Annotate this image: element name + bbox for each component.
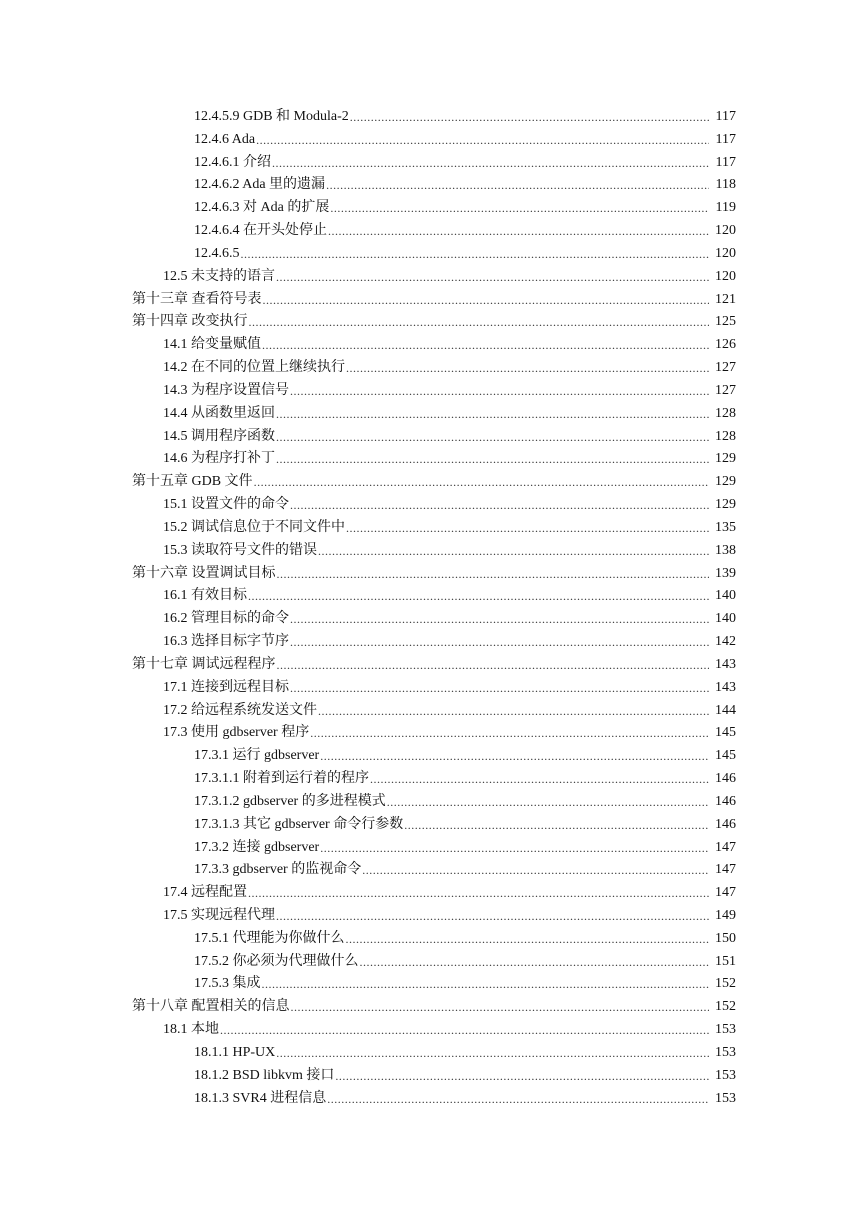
toc-dot-leader <box>350 106 709 129</box>
toc-dot-leader <box>262 973 710 996</box>
toc-entry[interactable] <box>0 1088 868 1111</box>
toc-entry[interactable] <box>0 403 868 426</box>
toc-entry-title: 14.1 给变量赋值 <box>163 337 261 353</box>
toc-entry-title: 12.4.6.1 介绍 <box>194 154 271 170</box>
toc-entry-page-number: 140 <box>715 611 736 627</box>
toc-entry-page-number: 153 <box>715 1022 736 1038</box>
toc-dot-leader <box>248 585 709 608</box>
toc-dot-leader <box>346 928 710 951</box>
toc-entry-title: 15.3 读取符号文件的错误 <box>163 542 317 558</box>
toc-entry-page-number: 117 <box>715 131 736 147</box>
toc-entry-title: 17.3.3 gdbserver 的监视命令 <box>194 862 362 878</box>
toc-dot-leader <box>335 1065 709 1088</box>
toc-entry-page-number: 144 <box>715 702 736 718</box>
toc-entry-title: 14.4 从函数里返回 <box>163 405 275 421</box>
toc-entry-title: 16.3 选择目标字节序 <box>163 634 289 650</box>
toc-dot-leader <box>328 220 709 243</box>
toc-dot-leader <box>362 859 709 882</box>
toc-entry[interactable] <box>0 494 868 517</box>
toc-entry-title: 17.1 连接到远程目标 <box>163 679 289 695</box>
toc-entry-page-number: 126 <box>715 337 736 353</box>
toc-entry[interactable] <box>0 768 868 791</box>
toc-entry-page-number: 129 <box>715 497 736 513</box>
toc-entry[interactable] <box>0 106 868 129</box>
toc-entry[interactable] <box>0 448 868 471</box>
toc-dot-leader <box>277 654 710 677</box>
toc-entry-page-number: 129 <box>715 451 736 467</box>
toc-dot-leader <box>272 152 709 175</box>
toc-entry[interactable] <box>0 882 868 905</box>
toc-entry[interactable] <box>0 220 868 243</box>
toc-dot-leader <box>318 540 709 563</box>
toc-entry-title: 15.1 设置文件的命令 <box>163 497 289 513</box>
toc-entry[interactable] <box>0 563 868 586</box>
toc-dot-leader <box>249 311 710 334</box>
toc-entry[interactable] <box>0 608 868 631</box>
toc-entry-title: 16.1 有效目标 <box>163 588 247 604</box>
toc-dot-leader <box>248 882 709 905</box>
toc-entry[interactable] <box>0 677 868 700</box>
toc-entry-page-number: 117 <box>715 154 736 170</box>
toc-entry-title: 17.5.2 你必须为代理做什么 <box>194 953 359 969</box>
toc-entry-page-number: 127 <box>715 360 736 376</box>
toc-entry-page-number: 151 <box>715 953 736 969</box>
toc-entry-page-number: 143 <box>715 679 736 695</box>
toc-dot-leader <box>310 722 709 745</box>
toc-entry[interactable] <box>0 1042 868 1065</box>
toc-entry-page-number: 128 <box>715 405 736 421</box>
toc-entry-title: 17.3.1.3 其它 gdbserver 命令行参数 <box>194 816 404 832</box>
toc-entry-title: 12.4.6 Ada <box>194 131 256 147</box>
toc-entry-title: 17.5.1 代理能为你做什么 <box>194 930 345 946</box>
toc-dot-leader <box>327 1088 709 1111</box>
toc-entry-page-number: 147 <box>715 839 736 855</box>
toc-entry-page-number: 147 <box>715 885 736 901</box>
toc-entry-title: 第十六章 设置调试目标 <box>132 565 276 581</box>
toc-entry[interactable] <box>0 585 868 608</box>
toc-entry-page-number: 145 <box>715 725 736 741</box>
toc-dot-leader <box>360 951 710 974</box>
toc-entry[interactable] <box>0 311 868 334</box>
toc-dot-leader <box>291 996 710 1019</box>
toc-dot-leader <box>404 814 709 837</box>
toc-entry-page-number: 119 <box>715 200 736 216</box>
toc-dot-leader <box>346 517 709 540</box>
toc-entry-title: 12.4.6.2 Ada 里的遗漏 <box>194 177 326 193</box>
toc-entry-page-number: 145 <box>715 748 736 764</box>
toc-entry-title: 18.1.3 SVR4 进程信息 <box>194 1090 327 1106</box>
toc-entry-title: 12.5 未支持的语言 <box>163 268 275 284</box>
toc-entry[interactable] <box>0 837 868 860</box>
toc-entry[interactable] <box>0 174 868 197</box>
toc-entry[interactable] <box>0 928 868 951</box>
toc-entry[interactable] <box>0 129 868 152</box>
toc-entry-page-number: 153 <box>715 1090 736 1106</box>
toc-dot-leader <box>290 608 709 631</box>
toc-entry[interactable] <box>0 426 868 449</box>
toc-entry[interactable] <box>0 289 868 312</box>
toc-entry-title: 14.6 为程序打补丁 <box>163 451 275 467</box>
toc-entry-page-number: 152 <box>715 999 736 1015</box>
toc-entry-page-number: 129 <box>715 474 736 490</box>
toc-entry[interactable] <box>0 745 868 768</box>
toc-dot-leader <box>330 197 709 220</box>
toc-entry-page-number: 147 <box>715 862 736 878</box>
toc-entry-title: 12.4.6.3 对 Ada 的扩展 <box>194 200 330 216</box>
toc-entry-page-number: 128 <box>715 428 736 444</box>
toc-entry-title: 第十七章 调试远程程序 <box>132 656 276 672</box>
toc-entry-title: 17.2 给远程系统发送文件 <box>163 702 317 718</box>
toc-entry-title: 第十五章 GDB 文件 <box>132 474 253 490</box>
toc-dot-leader <box>387 791 709 814</box>
toc-dot-leader <box>276 905 709 928</box>
toc-entry[interactable] <box>0 1065 868 1088</box>
toc-entry-title: 14.3 为程序设置信号 <box>163 382 289 398</box>
toc-entry[interactable] <box>0 517 868 540</box>
toc-entry-title: 17.3.1.1 附着到运行着的程序 <box>194 771 369 787</box>
toc-entry-page-number: 149 <box>715 907 736 923</box>
toc-entry[interactable] <box>0 996 868 1019</box>
toc-entry[interactable] <box>0 152 868 175</box>
toc-entry-title: 18.1.2 BSD libkvm 接口 <box>194 1067 335 1083</box>
toc-entry[interactable] <box>0 266 868 289</box>
toc-entry-title: 12.4.5.9 GDB 和 Modula-2 <box>194 109 349 124</box>
toc-entry-page-number: 146 <box>715 793 736 809</box>
toc-entry-title: 17.4 远程配置 <box>163 885 247 901</box>
toc-entry-title: 18.1 本地 <box>163 1022 219 1038</box>
toc-dot-leader <box>277 563 710 586</box>
toc-dot-leader <box>320 745 709 768</box>
toc-entry-page-number: 153 <box>715 1067 736 1083</box>
toc-entry-title: 第十三章 查看符号表 <box>132 291 262 307</box>
toc-entry[interactable] <box>0 357 868 380</box>
toc-entry-title: 12.4.6.5 <box>194 245 240 261</box>
toc-dot-leader <box>346 357 709 380</box>
toc-entry-page-number: 121 <box>715 291 736 307</box>
toc-entry-title: 14.2 在不同的位置上继续执行 <box>163 360 345 376</box>
toc-entry-page-number: 150 <box>715 930 736 946</box>
toc-entry[interactable] <box>0 859 868 882</box>
toc-entry-page-number: 146 <box>715 816 736 832</box>
toc-entry-title: 17.5.3 集成 <box>194 976 261 992</box>
toc-entry-page-number: 118 <box>715 177 736 193</box>
toc-entry-title: 17.3 使用 gdbserver 程序 <box>163 725 310 741</box>
toc-entry-title: 第十八章 配置相关的信息 <box>132 999 290 1015</box>
toc-entry-page-number: 138 <box>715 542 736 558</box>
toc-entry-page-number: 140 <box>715 588 736 604</box>
toc-entry-title: 15.2 调试信息位于不同文件中 <box>163 519 345 535</box>
toc-entry-title: 17.3.1.2 gdbserver 的多进程模式 <box>194 793 386 809</box>
toc-entry[interactable] <box>0 951 868 974</box>
toc-entry[interactable] <box>0 334 868 357</box>
toc-entry-page-number: 153 <box>715 1044 736 1060</box>
toc-dot-leader <box>290 494 709 517</box>
toc-dot-leader <box>256 129 709 152</box>
toc-entry-page-number: 120 <box>715 245 736 261</box>
toc-dot-leader <box>318 700 709 723</box>
toc-entry-page-number: 120 <box>715 268 736 284</box>
toc-entry[interactable] <box>0 905 868 928</box>
toc-dot-leader <box>370 768 709 791</box>
toc-entry-page-number: 139 <box>715 565 736 581</box>
toc-entry[interactable] <box>0 700 868 723</box>
toc-entry-title: 17.5 实现远程代理 <box>163 907 275 923</box>
toc-entry-page-number: 135 <box>715 519 736 535</box>
toc-dot-leader <box>276 266 709 289</box>
toc-entry-page-number: 125 <box>715 314 736 330</box>
toc-dot-leader <box>241 243 710 266</box>
toc-dot-leader <box>276 403 709 426</box>
toc-entry-title: 17.3.1 运行 gdbserver <box>194 748 320 764</box>
table-of-contents <box>0 106 868 1110</box>
toc-dot-leader <box>290 380 709 403</box>
toc-entry-page-number: 152 <box>715 976 736 992</box>
toc-entry-title: 12.4.6.4 在开头处停止 <box>194 223 327 239</box>
toc-dot-leader <box>263 289 710 312</box>
toc-dot-leader <box>326 174 709 197</box>
toc-entry-title: 18.1.1 HP-UX <box>194 1044 276 1060</box>
toc-dot-leader <box>290 677 709 700</box>
toc-entry[interactable] <box>0 243 868 266</box>
toc-dot-leader <box>290 631 709 654</box>
toc-entry[interactable] <box>0 1019 868 1042</box>
toc-dot-leader <box>276 1042 709 1065</box>
toc-entry[interactable] <box>0 471 868 494</box>
toc-dot-leader <box>220 1019 709 1042</box>
toc-entry[interactable] <box>0 973 868 996</box>
toc-entry[interactable] <box>0 197 868 220</box>
toc-entry[interactable] <box>0 631 868 654</box>
toc-entry-title: 16.2 管理目标的命令 <box>163 611 289 627</box>
toc-dot-leader <box>276 448 709 471</box>
toc-entry[interactable] <box>0 380 868 403</box>
toc-entry-page-number: 120 <box>715 223 736 239</box>
toc-dot-leader <box>320 837 709 860</box>
toc-entry-page-number: 146 <box>715 771 736 787</box>
toc-entry[interactable] <box>0 814 868 837</box>
toc-entry[interactable] <box>0 722 868 745</box>
toc-entry[interactable] <box>0 654 868 677</box>
toc-entry-title: 第十四章 改变执行 <box>132 314 248 330</box>
toc-entry-page-number: 127 <box>715 382 736 398</box>
toc-entry-title: 17.3.2 连接 gdbserver <box>194 839 320 855</box>
toc-dot-leader <box>262 334 709 357</box>
toc-entry[interactable] <box>0 540 868 563</box>
toc-entry[interactable] <box>0 791 868 814</box>
toc-entry-page-number: 143 <box>715 656 736 672</box>
toc-dot-leader <box>276 426 709 449</box>
toc-entry-page-number: 117 <box>715 109 736 124</box>
toc-dot-leader <box>254 471 709 494</box>
toc-entry-title: 14.5 调用程序函数 <box>163 428 275 444</box>
toc-entry-page-number: 142 <box>715 634 736 650</box>
